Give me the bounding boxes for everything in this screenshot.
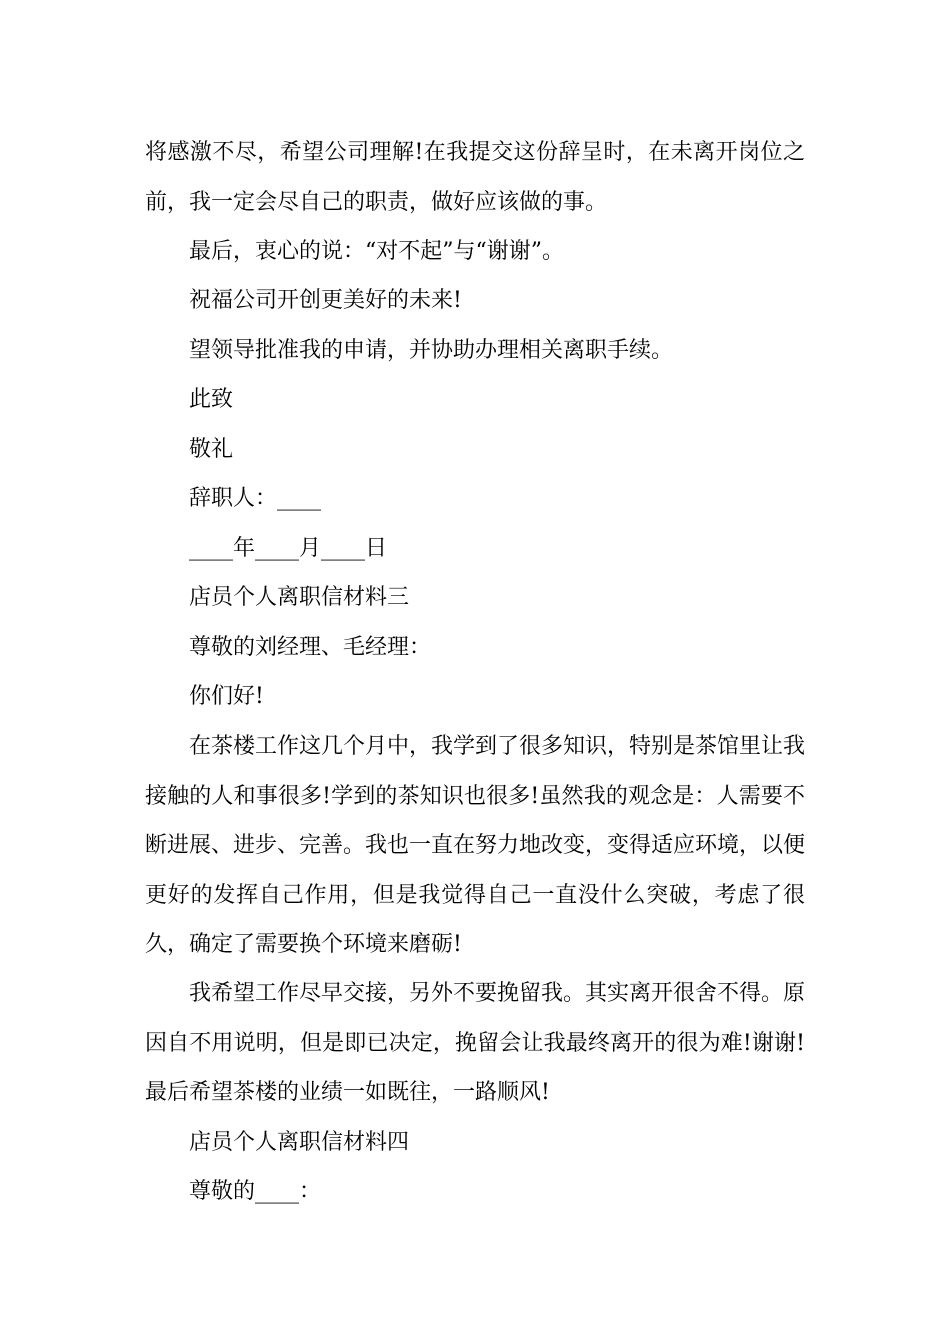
letter-hello: 你们好! <box>189 684 264 709</box>
paragraph-body-two: 我希望工作尽早交接，另外不要挽留我。其实离开很舍不得。原因自不用说明，但是即已决定，挽留会让我最终离开的很为难!谢谢!最后希望茶楼的业绩一如既往，一路顺风! <box>145 981 806 1105</box>
paragraph-closing-apology: 最后，衷心的说：“对不起”与“谢谢”。 <box>189 239 564 264</box>
salutation-cizhi: 此致 <box>189 387 234 412</box>
date-line: ____年____月____日 <box>189 536 388 561</box>
paragraph-continuation: 将感激不尽，希望公司理解!在我提交这份辞呈时，在未离开岗位之前，我一定会尽自己的职责，做好应该做的事。 <box>145 140 805 215</box>
section-heading-three: 店员个人离职信材料三 <box>189 585 410 610</box>
signature-line: 辞职人：____ <box>189 486 322 511</box>
paragraph-request: 望领导批准我的申请，并协助办理相关离职手续。 <box>189 338 674 363</box>
section-heading-four: 店员个人离职信材料四 <box>189 1130 410 1155</box>
salutation-jingli: 敬礼 <box>189 437 234 462</box>
paragraph-wishes: 祝福公司开创更美好的未来! <box>189 288 462 313</box>
letter-greeting-four: 尊敬的____： <box>189 1179 322 1204</box>
paragraph-body-one: 在茶楼工作这几个月中，我学到了很多知识，特别是茶馆里让我接触的人和事很多!学到的茶知识也很多!虽然我的观念是：人需要不断进展、进步、完善。我也一直在努力地改变，变得适应环境，以便更好的发挥自己作用，但是我觉得自己一直没什么突破，考虑了很久，确定了需要换个环境来磨砺! <box>145 734 806 957</box>
letter-greeting: 尊敬的刘经理、毛经理： <box>189 635 432 660</box>
